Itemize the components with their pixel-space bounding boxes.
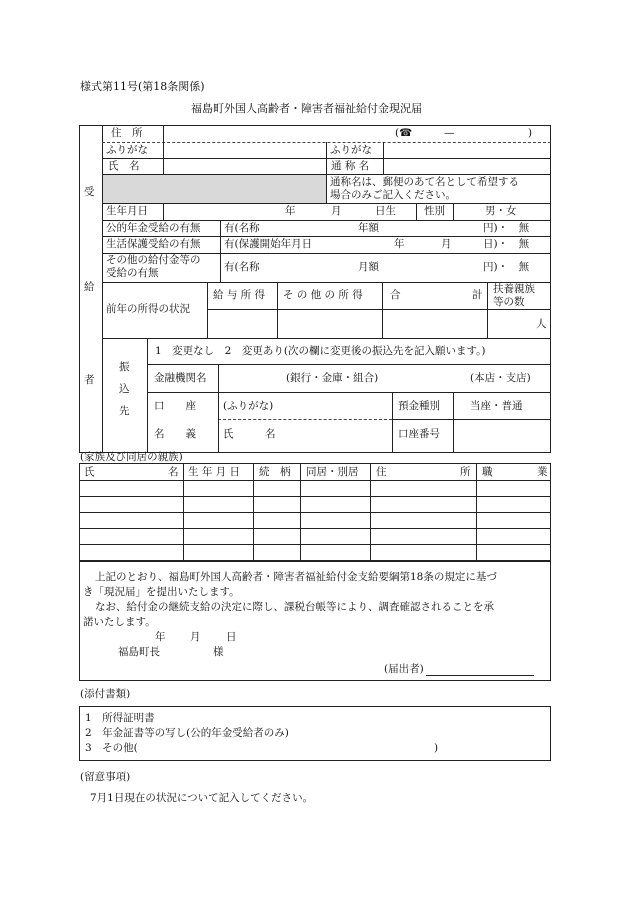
form-title: 福島町外国人高齢者・障害者福祉給付金現況届 [191, 102, 422, 115]
family-col-address-2: 所 [460, 466, 471, 478]
welfare-start: 有(保護開始年月日 [224, 238, 313, 250]
total-header-2: 計 [472, 289, 483, 301]
family-col-relation: 続 柄 [259, 466, 291, 478]
pension-yen: 円)・ 無 [483, 222, 530, 234]
side-label-ju: 受 [84, 186, 95, 198]
date-day: 日 [226, 631, 237, 643]
attachment-item-3: 3 その他( [85, 742, 138, 754]
family-col-address-1: 住 [376, 466, 387, 478]
sex-label: 性別 [424, 205, 445, 217]
date-month: 月 [190, 631, 201, 643]
alias-note-2: 場合のみご記入ください。 [330, 189, 456, 201]
notes-title: (留意事項) [80, 771, 131, 783]
other-benefit-label-2: 受給の有無 [106, 267, 159, 279]
attachment-item-2: 2 年金証書等の写し(公的年金受給者のみ) [85, 727, 289, 739]
alias-name-label: 通 称 名 [331, 160, 370, 172]
other-income-header: そ の 他 の 所 得 [283, 289, 363, 301]
account-number-label: 口座番号 [398, 428, 440, 440]
welfare-day: 日)・ 無 [483, 238, 530, 250]
other-benefit-yen: 円)・ 無 [483, 261, 530, 273]
attachment-item-1: 1 所得証明書 [85, 712, 155, 724]
dependents-header-2: 等の数 [493, 296, 525, 308]
transfer-side-2: 込 [119, 383, 130, 395]
declaration-line-3: なお、給付金の継続支給の決定に際し、課税台帳等により、調査確認されることを承 [95, 601, 494, 613]
other-benefit-name: 有(名称 [224, 261, 260, 273]
holder-name-label: 氏 名 [223, 428, 276, 440]
other-benefit-label-1: その他の給付金等の [106, 254, 201, 266]
birth-day: 日生 [375, 205, 396, 217]
alias-note-1: 通称名は、郵便のあて名として希望する [330, 176, 519, 188]
birth-month: 月 [331, 205, 342, 217]
mayor-label: 福島町長 [118, 646, 160, 658]
holder-label: 名 義 [154, 428, 196, 440]
mayor-sama: 様 [213, 646, 224, 658]
declaration-line-2: き「現況届」を提出いたします。 [83, 586, 240, 598]
declaration-line-4: 諾いたします。 [83, 616, 156, 628]
phone-dash: — [444, 127, 455, 139]
family-col-birth: 生 年 月 日 [188, 466, 241, 478]
date-year: 年 [155, 631, 166, 643]
branch-type: (本店・支店) [470, 372, 531, 384]
family-col-name-1: 氏 [84, 466, 95, 478]
other-benefit-amount: 月額 [358, 261, 379, 273]
phone-mark: (☎ [395, 127, 413, 139]
welfare-year: 年 [394, 238, 405, 250]
salary-income-header: 給 与 所 得 [213, 289, 266, 301]
family-col-job-1: 職 [482, 466, 493, 478]
account-furigana: (ふりがな) [223, 400, 274, 412]
pension-name: 有(名称 [224, 222, 260, 234]
deposit-type-label: 預金種別 [398, 400, 440, 412]
sex-value: 男・女 [485, 205, 517, 217]
attachment-item-3-close: ) [434, 742, 439, 754]
transfer-change-option: 1 変更なし 2 変更あり(次の欄に変更後の振込先を記入願います。) [155, 345, 486, 357]
attachments-title: (添付書類) [80, 688, 131, 700]
side-label-sha: 者 [84, 374, 95, 386]
birth-year: 年 [285, 205, 296, 217]
bank-type: (銀行・金庫・組合) [286, 372, 379, 384]
account-label: 口 座 [154, 400, 196, 412]
dependents-header-1: 扶養親族 [493, 283, 535, 295]
pension-amount: 年額 [358, 222, 379, 234]
family-col-job-2: 業 [537, 466, 548, 478]
pension-label: 公的年金受給の有無 [106, 222, 201, 234]
transfer-side-3: 先 [119, 405, 130, 417]
furigana-alias-label: ふりがな [330, 144, 372, 156]
bank-name-label: 金融機関名 [154, 372, 207, 384]
furigana-label: ふりがな [106, 144, 148, 156]
persons-unit: 人 [536, 318, 547, 330]
deposit-type-value: 当座・普通 [470, 400, 523, 412]
welfare-label: 生活保護受給の有無 [106, 238, 201, 250]
family-col-name-2: 名 [168, 466, 179, 478]
form-number: 様式第11号(第18条関係) [80, 80, 205, 93]
family-col-living: 同居・別居 [306, 466, 359, 478]
income-status-label: 前年の所得の状況 [106, 303, 190, 315]
welfare-month: 月 [441, 238, 452, 250]
notes-text: 7月1日現在の状況について記入してください。 [90, 792, 314, 804]
side-label-kyu: 給 [84, 281, 95, 293]
total-header-1: 合 [390, 289, 401, 301]
phone-close: ) [528, 127, 533, 139]
birth-label: 生年月日 [106, 205, 148, 217]
address-label: 住 所 [111, 127, 143, 139]
applicant-label: (届出者) [384, 663, 424, 675]
name-label: 氏 名 [108, 160, 140, 172]
declaration-line-1: 上記のとおり、福島町外国人高齢者・障害者福祉給付金支給要綱第18条の規定に基づ [95, 571, 497, 583]
transfer-side-1: 振 [119, 361, 130, 373]
family-section-title: (家族及び同居の親族) [80, 451, 183, 463]
